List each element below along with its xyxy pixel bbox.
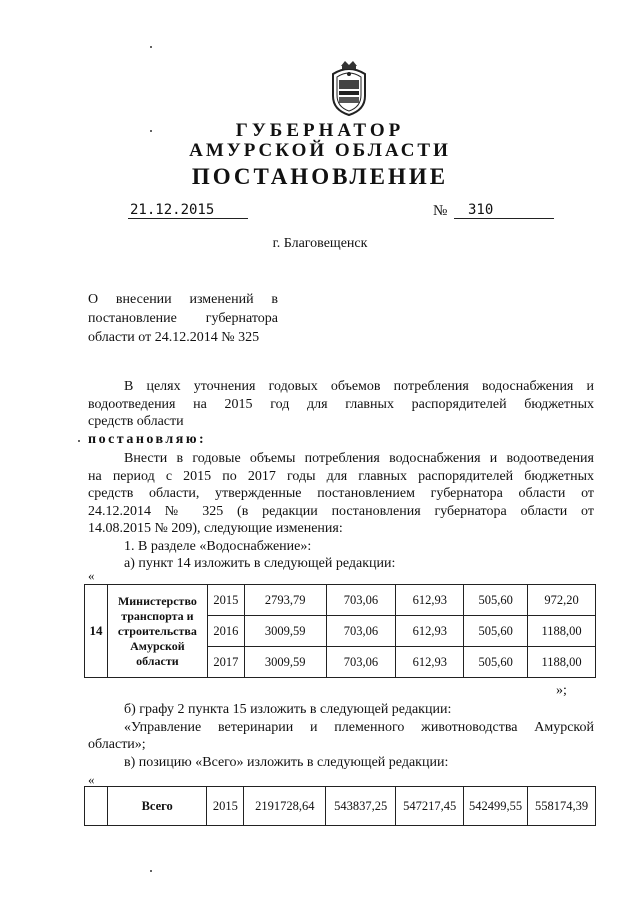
total-label: Всего: [107, 787, 207, 826]
item-b-text-line: области»;: [88, 737, 146, 752]
table-cell: 542499,55: [464, 787, 528, 826]
items-b-c-paragraph: [88, 701, 594, 771]
quote-close-1: »;: [556, 683, 567, 698]
item1-paragraph: [88, 450, 594, 573]
scan-speck: [150, 870, 152, 872]
item-a-line: а) пункт 14 изложить в следующей редакции:: [124, 556, 396, 571]
item1-line: Внести в годовые объемы потребления водоснабжения и водоотведения: [124, 451, 594, 466]
table-cell: 505,60: [464, 616, 528, 647]
item1-line: 24.12.2014 № 325 (в редакции постановления губернатора области от: [88, 503, 594, 519]
table-cell: 703,06: [326, 647, 396, 678]
item1-line: 14.08.2015 № 209), следующие изменения:: [88, 521, 343, 536]
preamble-paragraph: [88, 378, 594, 431]
table-cell: 703,06: [326, 585, 396, 616]
table-cell: 2017: [207, 647, 244, 678]
item1-line: средств области, утвержденные постановлением губернатора области от: [88, 486, 594, 501]
resolve-word: постановляю:: [88, 432, 207, 447]
item-c-line: в) позицию «Всего» изложить в следующей редакции:: [124, 754, 449, 770]
table-cell: 547217,45: [396, 787, 464, 826]
coat-of-arms-emblem: [327, 60, 371, 116]
table-total-row: [84, 786, 596, 826]
table-cell: 972,20: [528, 585, 596, 616]
subject-line: постановление губернатора: [88, 311, 278, 326]
preamble-line: В целях уточнения годовых объемов потребления водоснабжения и: [124, 379, 594, 394]
table-cell: 703,06: [326, 616, 396, 647]
scan-speck: [150, 46, 152, 48]
table-cell: 612,93: [396, 616, 464, 647]
table-cell: 2015: [207, 585, 244, 616]
city-name: г. Благовещенск: [272, 236, 368, 251]
item-b-text-line: «Управление ветеринарии и племенного животноводства Амурской: [124, 719, 594, 735]
table-cell: 3009,59: [244, 616, 326, 647]
preamble-line: средств области: [88, 414, 184, 429]
number-label: №: [433, 203, 448, 219]
item1-1-line: 1. В разделе «Водоснабжение»:: [124, 538, 312, 554]
item-b-line: б) графу 2 пункта 15 изложить в следующей редакции:: [124, 702, 452, 717]
table-cell: 558174,39: [528, 787, 596, 826]
subject-line: О внесении изменений в: [88, 292, 278, 307]
table-cell: 2191728,64: [244, 787, 326, 826]
table-cell: 612,93: [396, 647, 464, 678]
item1-line: на период с 2015 по 2017 годы для главных распорядителей бюджетных: [88, 468, 594, 484]
table-cell-empty: [85, 787, 108, 826]
document-number: 310: [454, 202, 554, 219]
table-cell: 505,60: [464, 585, 528, 616]
table-row: [85, 787, 596, 826]
header-governor: ГУБЕРНАТОР: [235, 120, 405, 141]
quote-open-2: «: [88, 772, 95, 787]
organization-name: Министерство транспорта и строительства Амурской области: [107, 585, 207, 678]
table-cell: 2793,79: [244, 585, 326, 616]
table-cell: 612,93: [396, 585, 464, 616]
table-cell: 2016: [207, 616, 244, 647]
document-subject: [88, 290, 278, 347]
preamble-line: водоотведения на 2015 год для главных распорядителей бюджетных: [88, 396, 594, 412]
header-region: АМУРСКОЙ ОБЛАСТИ: [189, 140, 451, 161]
scan-speck: [150, 130, 152, 132]
table-cell: 1188,00: [528, 616, 596, 647]
table-cell: 2015: [207, 787, 244, 826]
table-row: [85, 585, 596, 616]
table-cell: 1188,00: [528, 647, 596, 678]
subject-line: области от 24.12.2014 № 325: [88, 330, 260, 345]
table-cell: 3009,59: [244, 647, 326, 678]
row-index: 14: [85, 585, 108, 678]
document-type-title: ПОСТАНОВЛЕНИЕ: [191, 164, 449, 189]
document-date: 21.12.2015: [128, 202, 248, 219]
table-cell: 505,60: [464, 647, 528, 678]
quote-open-1: «: [88, 568, 95, 583]
table-cell: 543837,25: [326, 787, 396, 826]
table-item-14: [84, 584, 596, 678]
margin-mark: [78, 440, 80, 442]
